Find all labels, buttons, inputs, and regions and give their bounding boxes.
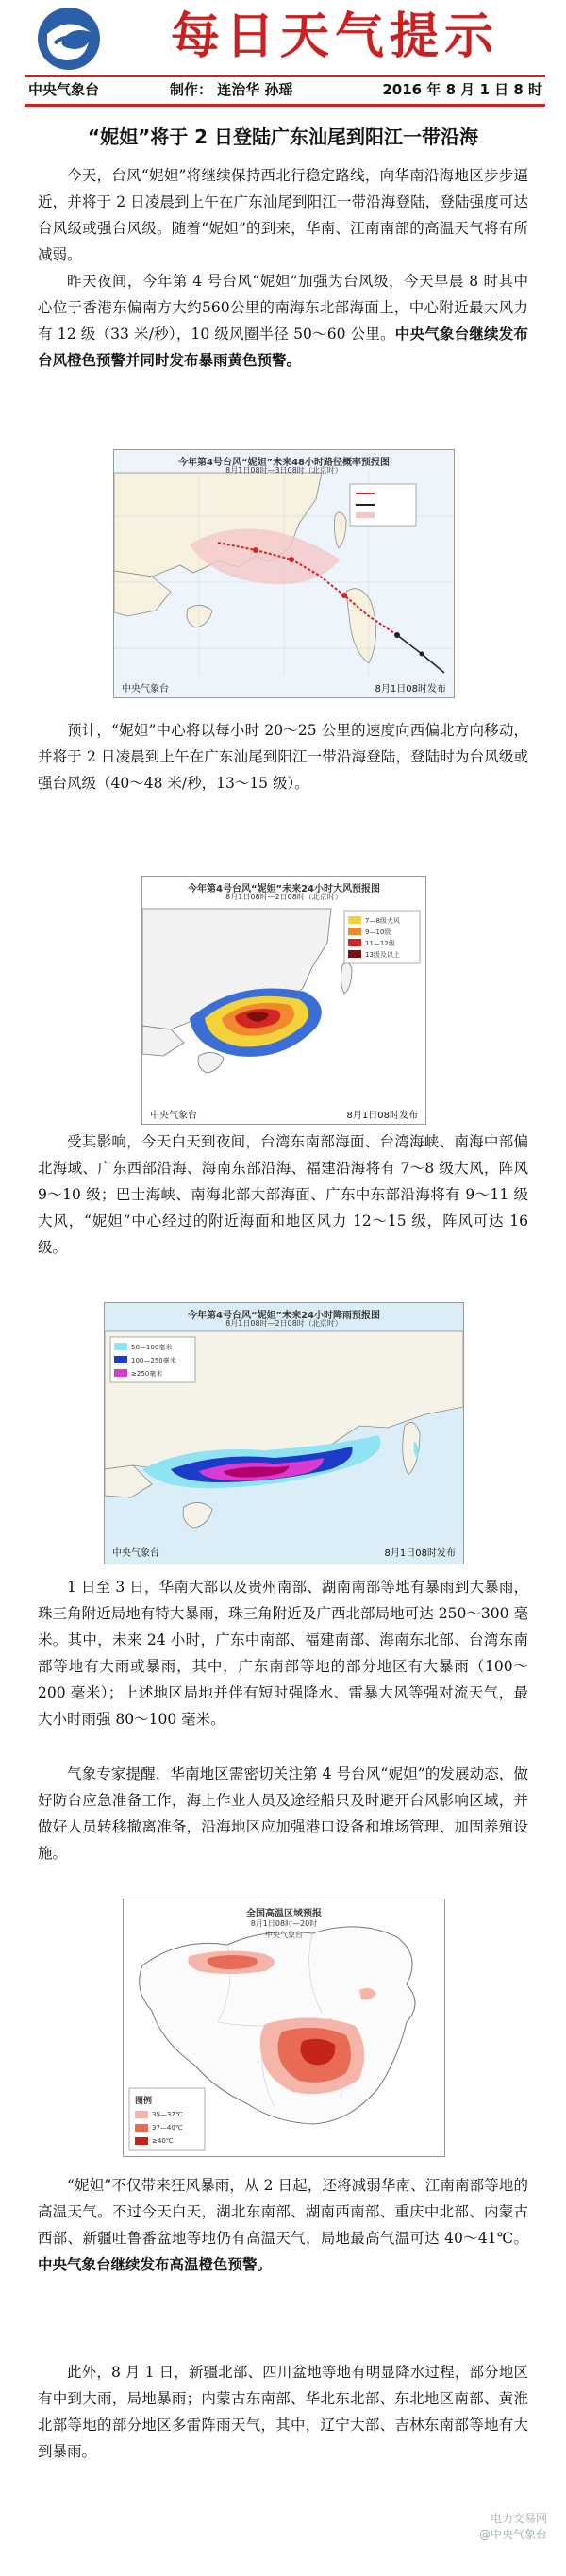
heat-legend-item: 35—37℃ (152, 2111, 183, 2118)
rain-forecast-map (104, 1302, 464, 1564)
issue-date: 2016 年 8 月 1 日 8 时 (382, 81, 542, 98)
wind-map-graphic (142, 877, 425, 1124)
wind-map-subtitle: 8月1日08时—2日08时（北京时） (225, 893, 342, 901)
heat-map-issuer: 中央气象台 (265, 1931, 303, 1939)
wind-map-issuer: 中央气象台 (150, 1111, 197, 1121)
typhoon-track-map (113, 449, 455, 698)
watermark: 电力交易网 @中央气象台 (478, 2512, 547, 2541)
meta-row (28, 79, 542, 100)
rain-legend-item: ≥250毫米 (131, 1370, 163, 1378)
track-map-graphic (114, 450, 454, 697)
page-title: 每日天气提示 (170, 8, 499, 65)
cma-logo-icon (36, 6, 102, 72)
wind-legend-item: 9—10级 (365, 928, 391, 936)
paragraph-forecast: 预计，“妮妲”中心将以每小时 20～25 公里的速度向西偏北方向移动，并将于 2 日凌晨到上午在广东汕尾到阳江一带沿海登陆，登陆时为台风级或强台风级（40～48 米/秒，13～15 级）。 (38, 722, 528, 792)
wind-legend-item: 7—8级大风 (365, 917, 400, 925)
rain-legend-item: 50—100毫米 (131, 1344, 173, 1351)
paragraph-rainfall: 1 日至 3 日，华南大部以及贵州南部、湖南南部等地有暴雨到大暴雨，珠三角附近局地有特大暴雨，珠三角附近及广西北部局地可达 250～300 毫米。其中，未来 24 小时，广东中南部、福建南部、海南东北部、台湾东南部等地有大雨或暴雨，其中，广东南部等地的部分地区有大暴雨（100～200 毫米）；上述地区局地并伴有短时强降水、雷暴大风等强对流天气，最大小时雨强 80～100 毫米。 (38, 1579, 528, 1728)
header-rule-top (25, 75, 545, 77)
paragraph-intro: 今天，台风“妮妲”将继续保持西北行稳定路线，向华南沿海地区步步逼近，并将于 2 日凌晨到上午在广东汕尾到阳江一带沿海登陆，登陆强度可达台风级或强台风级。随着“妮妲”的到来，华南、江南南部的高温天气将有所减弱。 (38, 167, 528, 263)
rain-map-subtitle: 8月1日08时—2日08时（北京时） (225, 1319, 342, 1328)
track-map-title: 今年第4号台风“妮妲”未来48小时路径概率预报图 (177, 458, 391, 468)
rain-legend-item: 100—250毫米 (131, 1357, 176, 1364)
wind-map-time: 8月1日08时发布 (346, 1111, 418, 1121)
rain-map-time: 8月1日08时发布 (384, 1548, 456, 1559)
wind-map-title: 今年第4号台风“妮妲”未来24小时大风预报图 (187, 884, 381, 895)
heat-legend-title: 图例 (135, 2097, 153, 2106)
heat-legend-item: ≥40℃ (152, 2137, 174, 2145)
heat-map-title: 全国高温区域预报 (246, 1909, 322, 1919)
track-map-issuer: 中央气象台 (122, 684, 169, 694)
issuer-label: 中央气象台 (28, 81, 100, 98)
heat-forecast-map (123, 1899, 445, 2157)
paragraph-other-weather: 此外，8 月 1 日，新疆北部、四川盆地等地有明显降水过程，部分地区有中到大雨，局地暴雨；内蒙古东南部、华北东北部、东北地区南部、黄淮北部等地的部分地区多雷阵雨天气，其中，辽宁大部、吉林东南部等地有大到暴雨。 (38, 2364, 528, 2460)
producers-label: 制作： 连治华 孙瑶 (170, 81, 293, 98)
paragraph-expert-advice: 气象专家提醒，华南地区需密切关注第 4 号台风“妮妲”的发展动态，做好防台应急准备工作，海上作业人员及途经船只及时避开台风影响区域，并做好人员转移撤离准备，沿海地区应加强港口设备和堆场管理、加固养殖设施。 (38, 1765, 528, 1862)
typhoon-warning-text: 中央气象台继续发布台风橙色预警并同时发布暴雨黄色预警。 (38, 325, 528, 369)
header (0, 0, 566, 75)
track-map-time: 8月1日08时发布 (375, 684, 446, 694)
typhoon-status-text: 昨天夜间，今年第 4 号台风“妮妲”加强为台风级，今天早晨 8 时其中心位于香港东偏南方大约560公里的南海东北部海面上，中心附近最大风力有 12 级（33 米/秒），10 级风圈半径 50～60 公里。 (38, 273, 528, 343)
headline: “妮妲”将于 2 日登陆广东汕尾到阳江一带沿海 (87, 125, 479, 148)
heat-map-subtitle: 8月1日08时—20时 (250, 1919, 318, 1928)
heat-legend-item: 37—40℃ (152, 2124, 183, 2132)
wind-legend-item: 13级及以上 (365, 951, 400, 959)
header-rule-bottom (25, 104, 545, 107)
rain-map-title: 今年第4号台风“妮妲”未来24小时降雨预报图 (187, 1311, 381, 1321)
rain-map-issuer: 中央气象台 (112, 1548, 159, 1559)
track-map-subtitle: 8月1日08时—3日08时（北京时） (225, 466, 342, 475)
wind-forecast-map (142, 876, 426, 1125)
heat-text: “妮妲”不仅带来狂风暴雨，从 2 日起，还将减弱华南、江南南部等地的高温天气。不过今天白天，湖北东南部、湖南西南部、重庆中北部、内蒙古西部、新疆吐鲁番盆地等地仍有高温天气，局地最高气温可达 40～41℃。 (38, 2177, 528, 2247)
paragraph-heat (38, 2172, 528, 2278)
wind-legend-item: 11—12级 (365, 940, 395, 947)
heat-warning-text: 中央气象台继续发布高温橙色预警。 (38, 2255, 273, 2273)
paragraph-typhoon-status (38, 268, 528, 374)
paragraph-wind-impact: 受其影响，今天白天到夜间，台湾东南部海面、台湾海峡、南海中部偏北海域、广东西部沿海、海南东部沿海、福建沿海将有 7～8 级大风，阵风 9～10 级；巴士海峡、南海北部大部海面、广东中东部沿海将有 9～11 级大风，“妮妲”中心经过的附近海面和地区风力 12～15 级，阵风可达 16 级。 (38, 1133, 528, 1256)
